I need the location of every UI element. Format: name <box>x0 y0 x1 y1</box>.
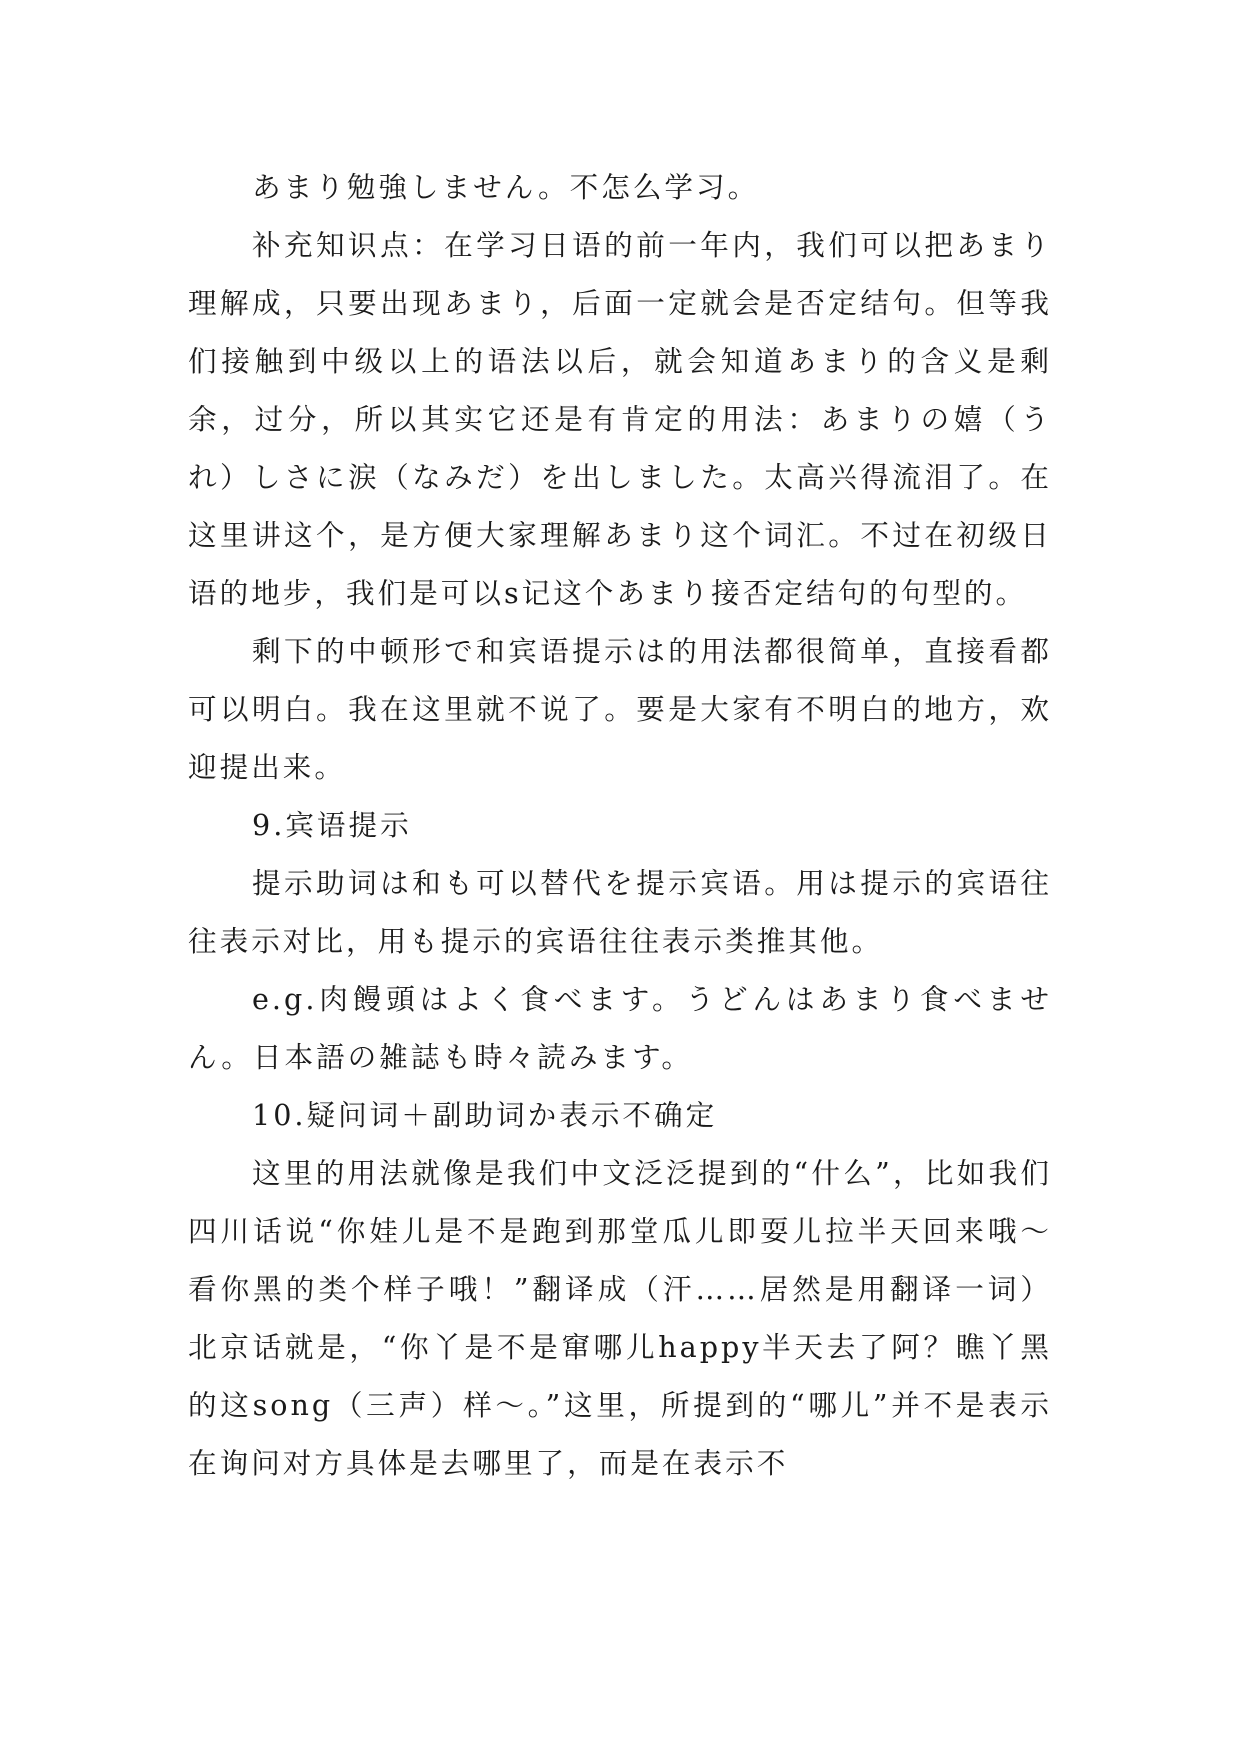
paragraph-object-marker-example: e.g.肉饅頭はよく食べます。うどんはあまり食べません。日本語の雑誌も時々読みます。 <box>188 982 1052 1074</box>
paragraph-interrogative-explanation: 这里的用法就像是我们中文泛泛提到的“什么”，比如我们四川话说“你娃儿是不是跑到那堂瓜儿即耍儿拉半天回来哦～看你黑的类个样子哦！”翻译成（汗……居然是用翻译一词）北京话就是，“你丫是不是窜哪儿happy半天去了阿？瞧丫黑的这song（三声）样～。”这里，所提到的“哪儿”并不是表示在询问对方具体是去哪里了，而是在表示不 <box>188 1156 1052 1480</box>
paragraph-supplement-note: 补充知识点：在学习日语的前一年内，我们可以把あまり理解成，只要出现あまり，后面一定就会是否定结句。但等我们接触到中级以上的语法以后，就会知道あまり的含义是剩余，过分，所以其实它还是有肯定的用法：あまりの嬉（うれ）しさに涙（なみだ）を出しました。太高兴得流泪了。在这里讲这个，是方便大家理解あまり这个词汇。不过在初级日语的地步，我们是可以s记这个あまり接否定结句的句型的。 <box>188 228 1052 610</box>
document-page <box>188 158 1052 1492</box>
section-heading-object-marker: 9.宾语提示 <box>252 808 412 842</box>
paragraph-remaining-usages: 剩下的中顿形で和宾语提示は的用法都很简单，直接看都可以明白。我在这里就不说了。要是大家有不明白的地方，欢迎提出来。 <box>188 634 1052 784</box>
paragraph-amari-example: あまり勉強しません。不怎么学习。 <box>252 170 760 204</box>
paragraph-object-marker-explanation: 提示助词は和も可以替代を提示宾语。用は提示的宾语往往表示对比，用も提示的宾语往往表示类推其他。 <box>188 866 1052 958</box>
section-heading-interrogative-ka: 10.疑问词＋副助词か表示不确定 <box>252 1098 718 1132</box>
